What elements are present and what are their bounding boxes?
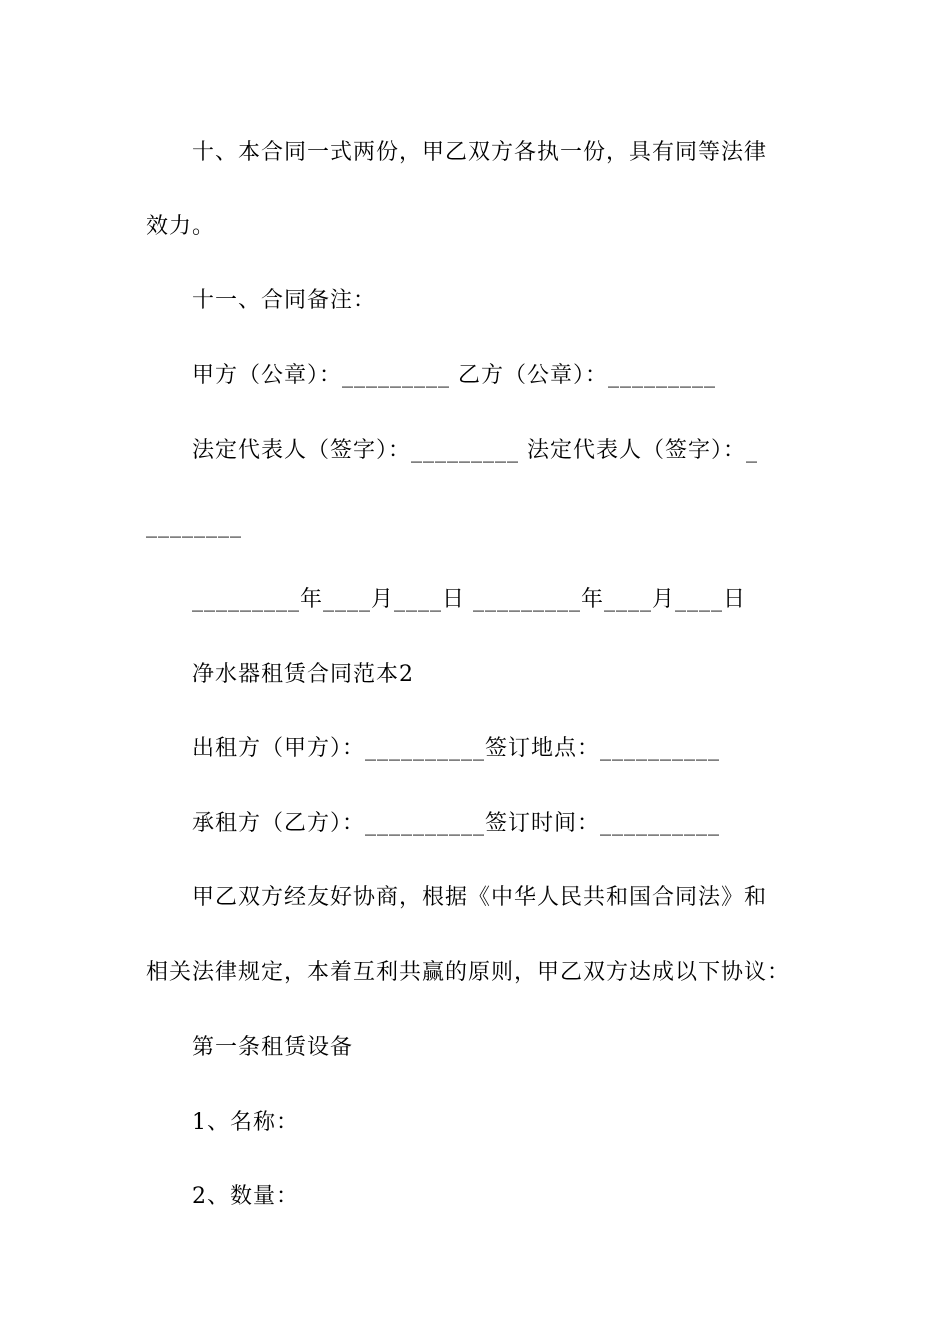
preamble-line-2: 相关法律规定，本着互利共赢的原则，甲乙双方达成以下协议： — [146, 960, 791, 985]
lessor-line: 出租方（甲方）：__________签订地点：__________ — [192, 736, 721, 761]
preamble-line-1: 甲乙双方经友好协商，根据《中华人民共和国合同法》和 — [192, 885, 768, 910]
item-name: 1、名称： — [192, 1110, 299, 1135]
contract-title: 净水器租赁合同范本2 — [192, 662, 414, 687]
lessee-line: 承租方（乙方）：__________签订时间：__________ — [192, 811, 721, 836]
article-1-heading: 第一条租赁设备 — [192, 1035, 354, 1060]
signature-line: 法定代表人（签字）：_________ 法定代表人（签字）：_ — [192, 438, 758, 463]
clause-10-line-2: 效力。 — [146, 214, 216, 239]
seal-line: 甲方（公章）：_________ 乙方（公章）：_________ — [192, 363, 716, 388]
date-line: _________年____月____日 _________年____月____日 — [192, 587, 746, 612]
item-quantity: 2、数量： — [192, 1184, 299, 1209]
signature-line-continued: ________ — [146, 513, 242, 538]
clause-11-heading: 十一、合同备注： — [192, 288, 377, 313]
clause-10-line-1: 十、本合同一式两份，甲乙双方各执一份，具有同等法律 — [192, 140, 768, 165]
